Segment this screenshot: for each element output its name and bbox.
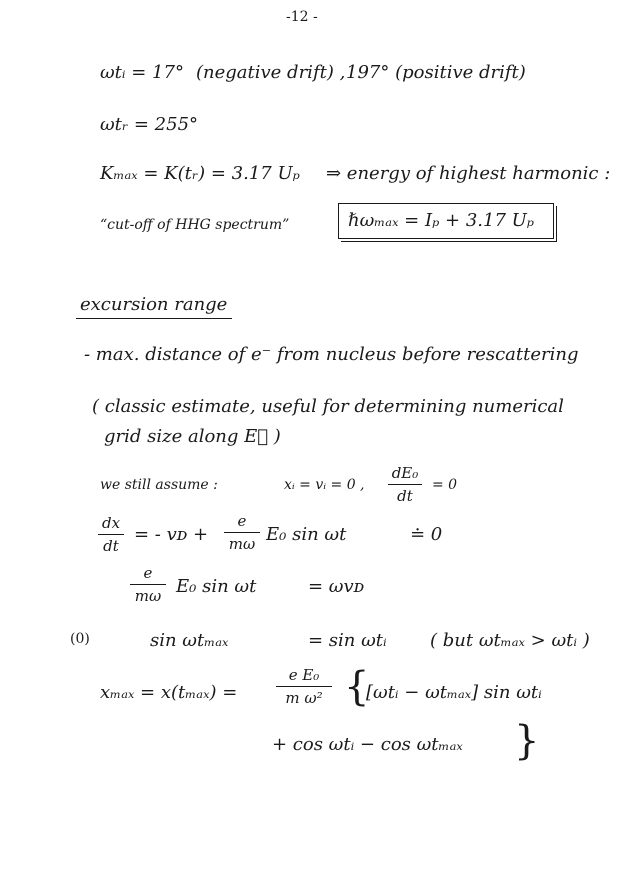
line-10-e0-sin: E₀ sin ωt	[176, 576, 257, 597]
fraction-e-mw-2: e mω	[130, 564, 166, 605]
line-3-energy-highest-harmonic: ⇒ energy of highest harmonic :	[326, 163, 611, 184]
equation-label-0: (0)	[70, 631, 90, 647]
line-5-max-distance: - max. distance of e⁻ from nucleus before rescattering	[84, 344, 579, 365]
heading-underline	[76, 318, 232, 319]
line-9-minus-vd: = - vᴅ +	[134, 524, 209, 545]
line-8-we-still-assume: we still assume :	[100, 477, 218, 493]
line-7-grid-size: grid size along E⃗ )	[104, 426, 281, 447]
line-8-equals-zero: = 0	[432, 477, 458, 493]
line-2-omega-tr: ωtᵣ = 255°	[100, 114, 199, 135]
page-number: -12 -	[286, 9, 318, 25]
close-brace: }	[514, 718, 540, 764]
line-9-equals-zero: ≐ 0	[410, 524, 443, 545]
line-1-positive-drift: 197° (positive drift)	[346, 62, 526, 83]
line-12-bracket-term: [ωtᵢ − ωtₘₐₓ] sin ωtᵢ	[366, 682, 542, 703]
line-6-classic-estimate: ( classic estimate, useful for determining numerical	[92, 396, 564, 417]
cutoff-formula: ℏωₘₐₓ = Iₚ + 3.17 Uₚ	[348, 210, 534, 231]
line-1-negative-drift: (negative drift) ,	[196, 62, 346, 83]
line-3-kmax: Kₘₐₓ = K(tᵣ) = 3.17 Uₚ	[100, 163, 300, 184]
line-8-initial-conditions: xᵢ = vᵢ = 0 ,	[284, 477, 365, 493]
fraction-dx-dt: dx dt	[98, 514, 124, 555]
fraction-e-mw: e mω	[224, 512, 260, 553]
fraction-eE0-mw2: e E₀ m ω²	[276, 666, 332, 707]
line-12-xmax: xₘₐₓ = x(tₘₐₓ) =	[100, 682, 238, 703]
line-11-condition: ( but ωtₘₐₓ > ωtᵢ )	[430, 630, 590, 651]
line-13-cos-terms: + cos ωtᵢ − cos ωtₘₐₓ	[272, 734, 463, 755]
excursion-range-heading: excursion range	[80, 294, 228, 315]
line-11-sin-tmax: sin ωtₘₐₓ	[150, 630, 229, 651]
fraction-dE0-dt: dE₀ dt	[388, 464, 422, 505]
line-9-e0-sin: E₀ sin ωt	[266, 524, 347, 545]
line-4-cutoff-label: “cut-off of HHG spectrum”	[100, 217, 290, 233]
line-11-sin-ti: = sin ωtᵢ	[308, 630, 387, 651]
line-1-omega-ti: ωtᵢ = 17°	[100, 62, 184, 83]
line-10-omega-vd: = ωvᴅ	[308, 576, 365, 597]
open-brace: {	[344, 664, 370, 710]
